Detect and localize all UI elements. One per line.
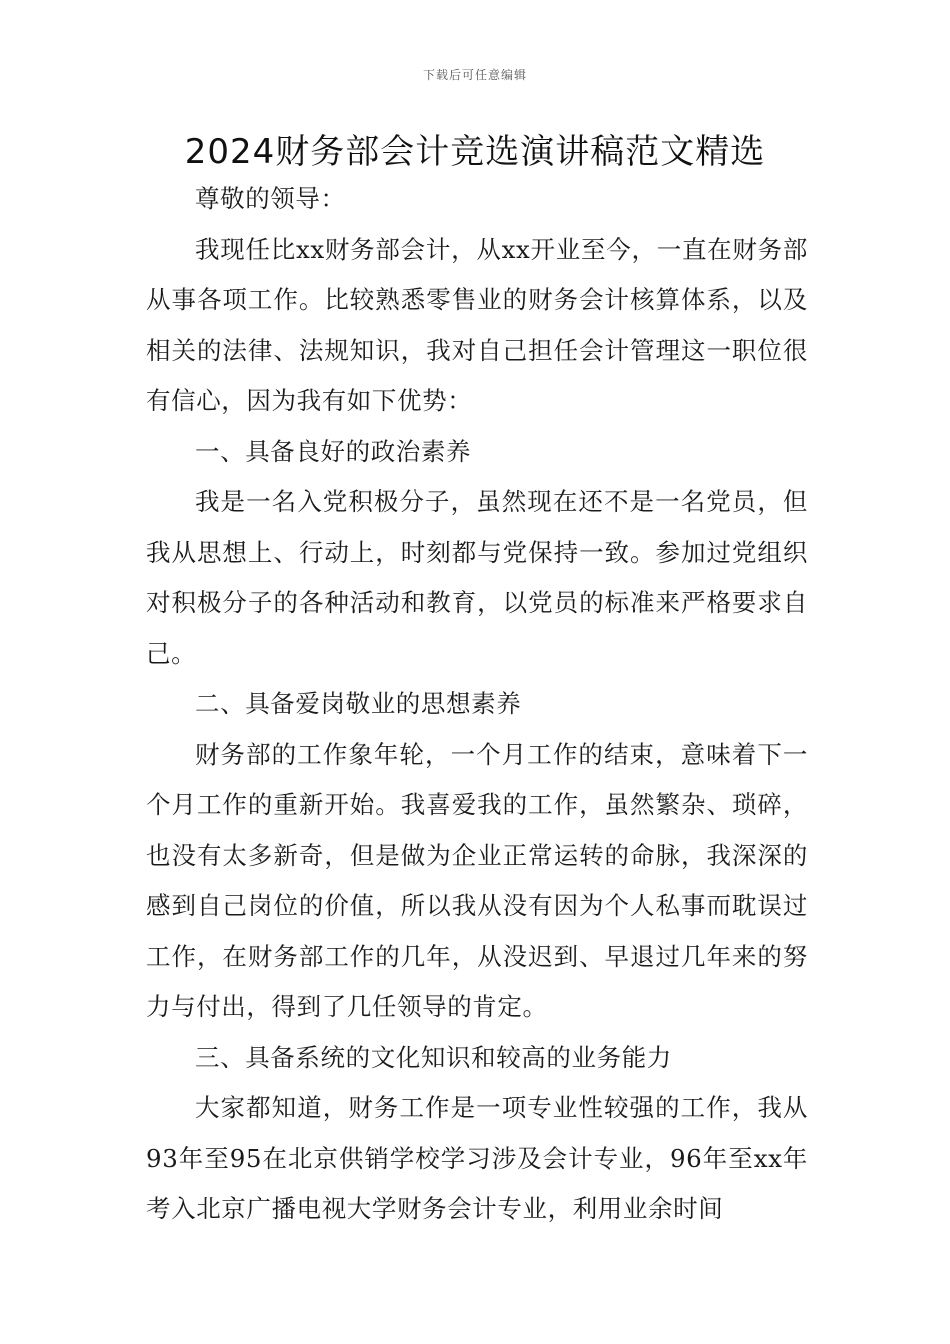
section-heading-2: 二、具备爱岗敬业的思想素养 [195,689,522,718]
document-body [146,174,808,1235]
paragraph-dedication: 财务部的工作象年轮，一个月工作的结束，意味着下一个月工作的重新开始。我喜爱我的工作，虽然繁杂、琐碎，也没有太多新奇，但是做为企业正常运转的命脉，我深深的感到自己岗位的价值，所以我从没有因为个人私事而耽误过工作，在财务部工作的几年，从没迟到、早退过几年来的努力与付出，得到了几任领导的肯定。 [146,739,808,1021]
section-heading-1: 一、具备良好的政治素养 [195,436,472,466]
paragraph-intro: 我现任比xx财务部会计，从xx开业至今，一直在财务部从事各项工作。比较熟悉零售业的财务会计核算体系，以及相关的法律、法规知识，我对自己担任会计管理这一职位很有信心，因为我有如下优势： [146,234,808,415]
section-heading-3: 三、具备系统的文化知识和较高的业务能力 [195,1042,672,1072]
paragraph-education: 大家都知道，财务工作是一项专业性较强的工作，我从93年至95在北京供销学校学习涉及会计专业，96年至xx年考入北京广播电视大学财务会计专业，利用业余时间 [146,1093,808,1223]
header-note: 下载后可任意编辑 [422,68,527,82]
salutation: 尊敬的领导： [195,184,346,213]
paragraph-political: 我是一名入党积极分子，虽然现在还不是一名党员，但我从思想上、行动上，时刻都与党保持一致。参加过党组织对积极分子的各种活动和教育，以党员的标准来严格要求自己。 [146,487,808,668]
document-title: 2024财务部会计竞选演讲稿范文精选 [184,132,766,172]
